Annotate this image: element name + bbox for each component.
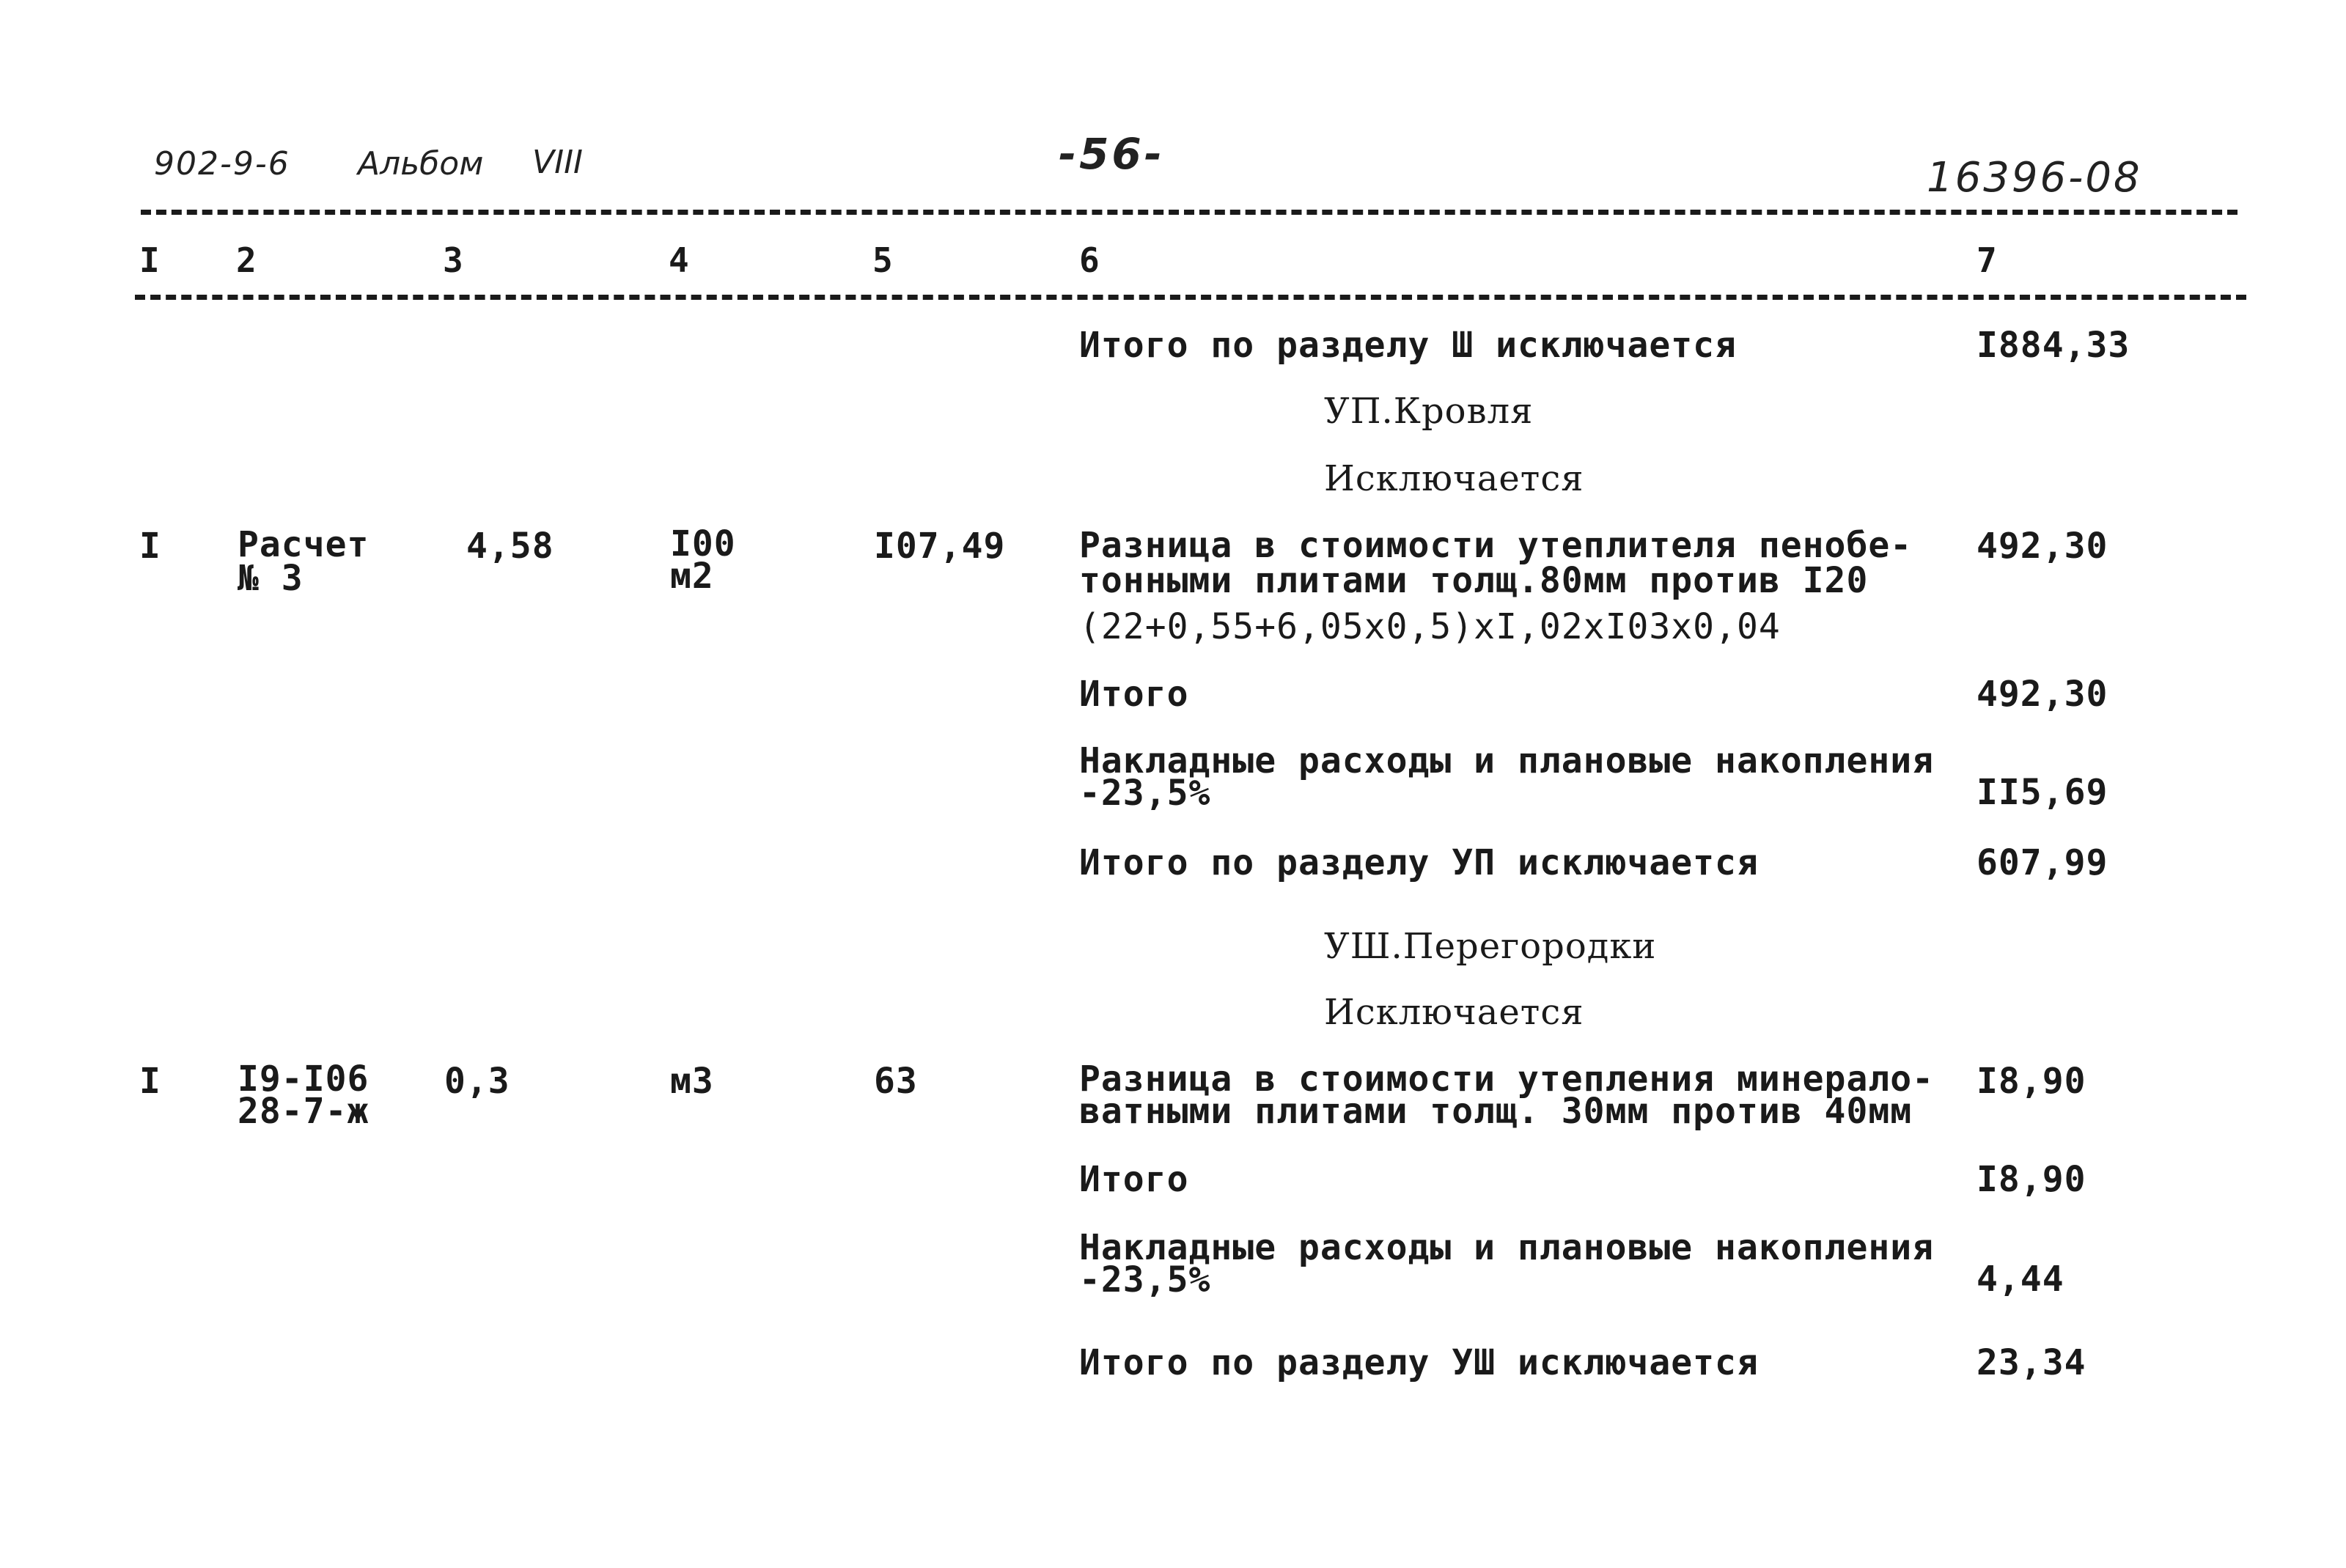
overhead-amount: II5,69: [1977, 772, 2108, 813]
item-code-line: I9-I06: [238, 1059, 369, 1100]
overhead-label-line: Накладные расходы и плановые накопления: [1079, 1227, 1935, 1268]
item-description-line: ватными плитами толщ. 30мм против 40мм: [1079, 1091, 1913, 1132]
item-code-line: 28-7-ж: [238, 1091, 369, 1132]
item-code: [238, 524, 369, 599]
item-position: I: [139, 1061, 161, 1102]
header-dashed-rule: [135, 295, 2246, 300]
section-7-excluded-heading: Исключается: [1324, 458, 1584, 499]
album-number: VIII: [532, 144, 584, 181]
overhead-label-line: Накладные расходы и плановые накопления: [1079, 740, 1935, 781]
section-7-total-amount: 607,99: [1977, 842, 2108, 883]
item-position: I: [139, 526, 161, 567]
album-label: Альбом: [358, 145, 484, 183]
subtotal-amount: 492,30: [1977, 674, 2108, 715]
column-number-3: 3: [443, 240, 463, 280]
page-number: -56-: [1059, 129, 1165, 179]
item-code-line: Расчет: [238, 524, 369, 565]
section-7-heading: УП.Кровля: [1324, 391, 1534, 432]
item-code: [238, 1059, 369, 1132]
overhead-label-line: -23,5%: [1079, 773, 1211, 814]
subtotal-label: Итого: [1079, 1159, 1189, 1200]
section-3-total-label: Итого по разделу Ш исключается: [1079, 325, 1737, 366]
item-formula: (22+0,55+6,05х0,5)хI,02хI03х0,04: [1079, 606, 1781, 647]
overhead-amount: 4,44: [1977, 1259, 2064, 1300]
item-quantity: 4,58: [466, 526, 554, 567]
item-description: [1079, 1059, 1935, 1132]
overhead-label: [1079, 1227, 1935, 1300]
item-unit-line: м2: [670, 556, 714, 597]
item-unit: [670, 523, 736, 597]
item-unit-line: I00: [670, 523, 736, 564]
column-number-5: 5: [872, 240, 893, 280]
section-8-total-amount: 23,34: [1977, 1342, 2086, 1383]
item-description-line: Разница в стоимости утеплителя пенобе-: [1079, 525, 1913, 566]
overhead-label-line: -23,5%: [1079, 1259, 1211, 1300]
section-7-total-label: Итого по разделу УП исключается: [1079, 842, 1759, 883]
item-description: [1079, 525, 1913, 601]
item-description-line: тонными плитами толщ.80мм против I20: [1079, 560, 1869, 601]
section-3-total-amount: I884,33: [1977, 325, 2130, 366]
column-number-6: 6: [1079, 240, 1100, 280]
top-dashed-rule: [141, 210, 2237, 215]
column-number-2: 2: [236, 240, 257, 280]
column-number-1: I: [139, 240, 160, 280]
item-unit-price: 63: [874, 1061, 918, 1102]
item-code-line: № 3: [238, 558, 304, 599]
column-number-7: 7: [1977, 240, 1997, 280]
item-amount: I8,90: [1977, 1061, 2086, 1102]
item-amount: 492,30: [1977, 526, 2108, 567]
section-8-total-label: Итого по разделу УШ исключается: [1079, 1342, 1759, 1383]
section-8-excluded-heading: Исключается: [1324, 992, 1584, 1033]
inventory-number: 16396-08: [1927, 154, 2142, 202]
subtotal-label: Итого: [1079, 674, 1189, 715]
document-code: 902-9-6: [154, 145, 290, 183]
overhead-label: [1079, 740, 1935, 814]
subtotal-amount: I8,90: [1977, 1159, 2086, 1200]
item-unit-price: I07,49: [874, 526, 1006, 567]
item-quantity: 0,3: [444, 1061, 510, 1102]
section-8-heading: УШ.Перегородки: [1324, 926, 1657, 967]
item-unit: м3: [670, 1061, 714, 1102]
column-number-4: 4: [669, 240, 689, 280]
item-description-line: Разница в стоимости утепления минерало-: [1079, 1059, 1935, 1100]
